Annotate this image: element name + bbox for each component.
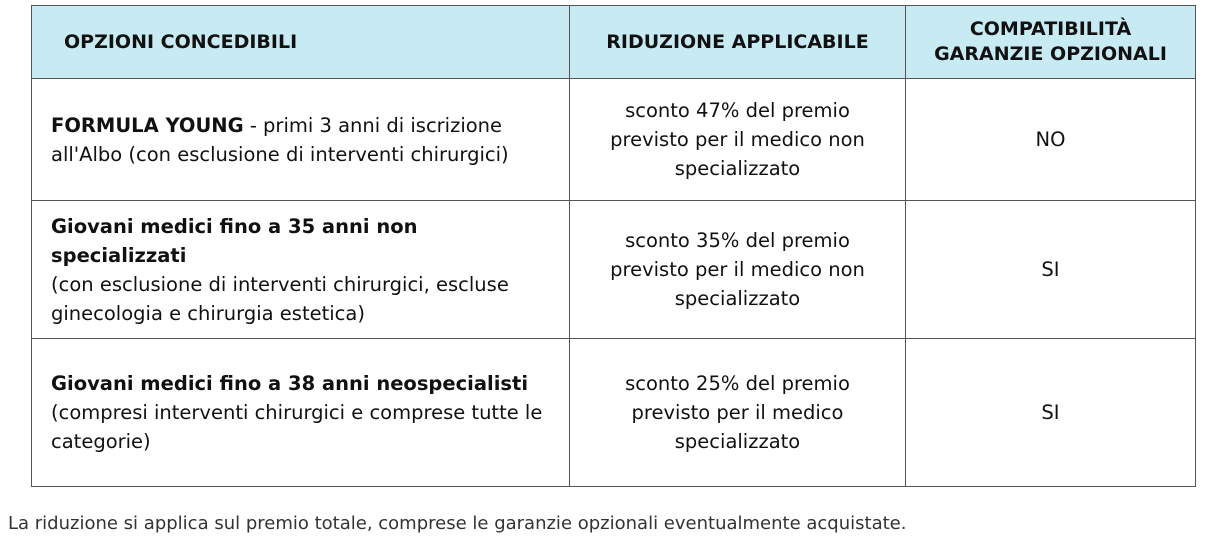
option-description: (con esclusione di interventi chirurgici, escluse ginecologia e chirurgia estetica)	[51, 272, 509, 325]
option-title: Giovani medici fino a 38 anni neospecialisti	[51, 372, 528, 395]
options-table	[31, 5, 1196, 487]
table-row	[32, 339, 1196, 487]
option-cell	[32, 201, 570, 339]
compatibility-cell: SI	[906, 339, 1196, 487]
option-title: Giovani medici fino a 35 anni non specializzati	[51, 214, 418, 267]
table-header-row	[32, 6, 1196, 79]
table-row	[32, 201, 1196, 339]
table-row	[32, 79, 1196, 201]
header-opzioni-concedibili: OPZIONI CONCEDIBILI	[32, 6, 570, 79]
header-riduzione-applicabile: RIDUZIONE APPLICABILE	[570, 6, 906, 79]
footnote: La riduzione si applica sul premio totale, comprese le garanzie opzionali eventualmente acquistate.	[8, 513, 907, 534]
reduction-cell: sconto 25% del premio previsto per il medico specializzato	[570, 339, 906, 487]
reduction-cell: sconto 35% del premio previsto per il medico non specializzato	[570, 201, 906, 339]
option-cell	[32, 339, 570, 487]
option-title: FORMULA YOUNG	[51, 113, 244, 137]
option-description: - primi 3 anni di iscrizione all'Albo (con esclusione di interventi chirurgici)	[51, 113, 509, 166]
option-cell	[32, 79, 570, 201]
reduction-cell: sconto 47% del premio previsto per il medico non specializzato	[570, 79, 906, 201]
header-compatibilita-garanzie: COMPATIBILITÀ GARANZIE OPZIONALI	[906, 6, 1196, 79]
option-description: (compresi interventi chirurgici e comprese tutte le categorie)	[51, 401, 543, 453]
compatibility-cell: SI	[906, 201, 1196, 339]
compatibility-cell: NO	[906, 79, 1196, 201]
